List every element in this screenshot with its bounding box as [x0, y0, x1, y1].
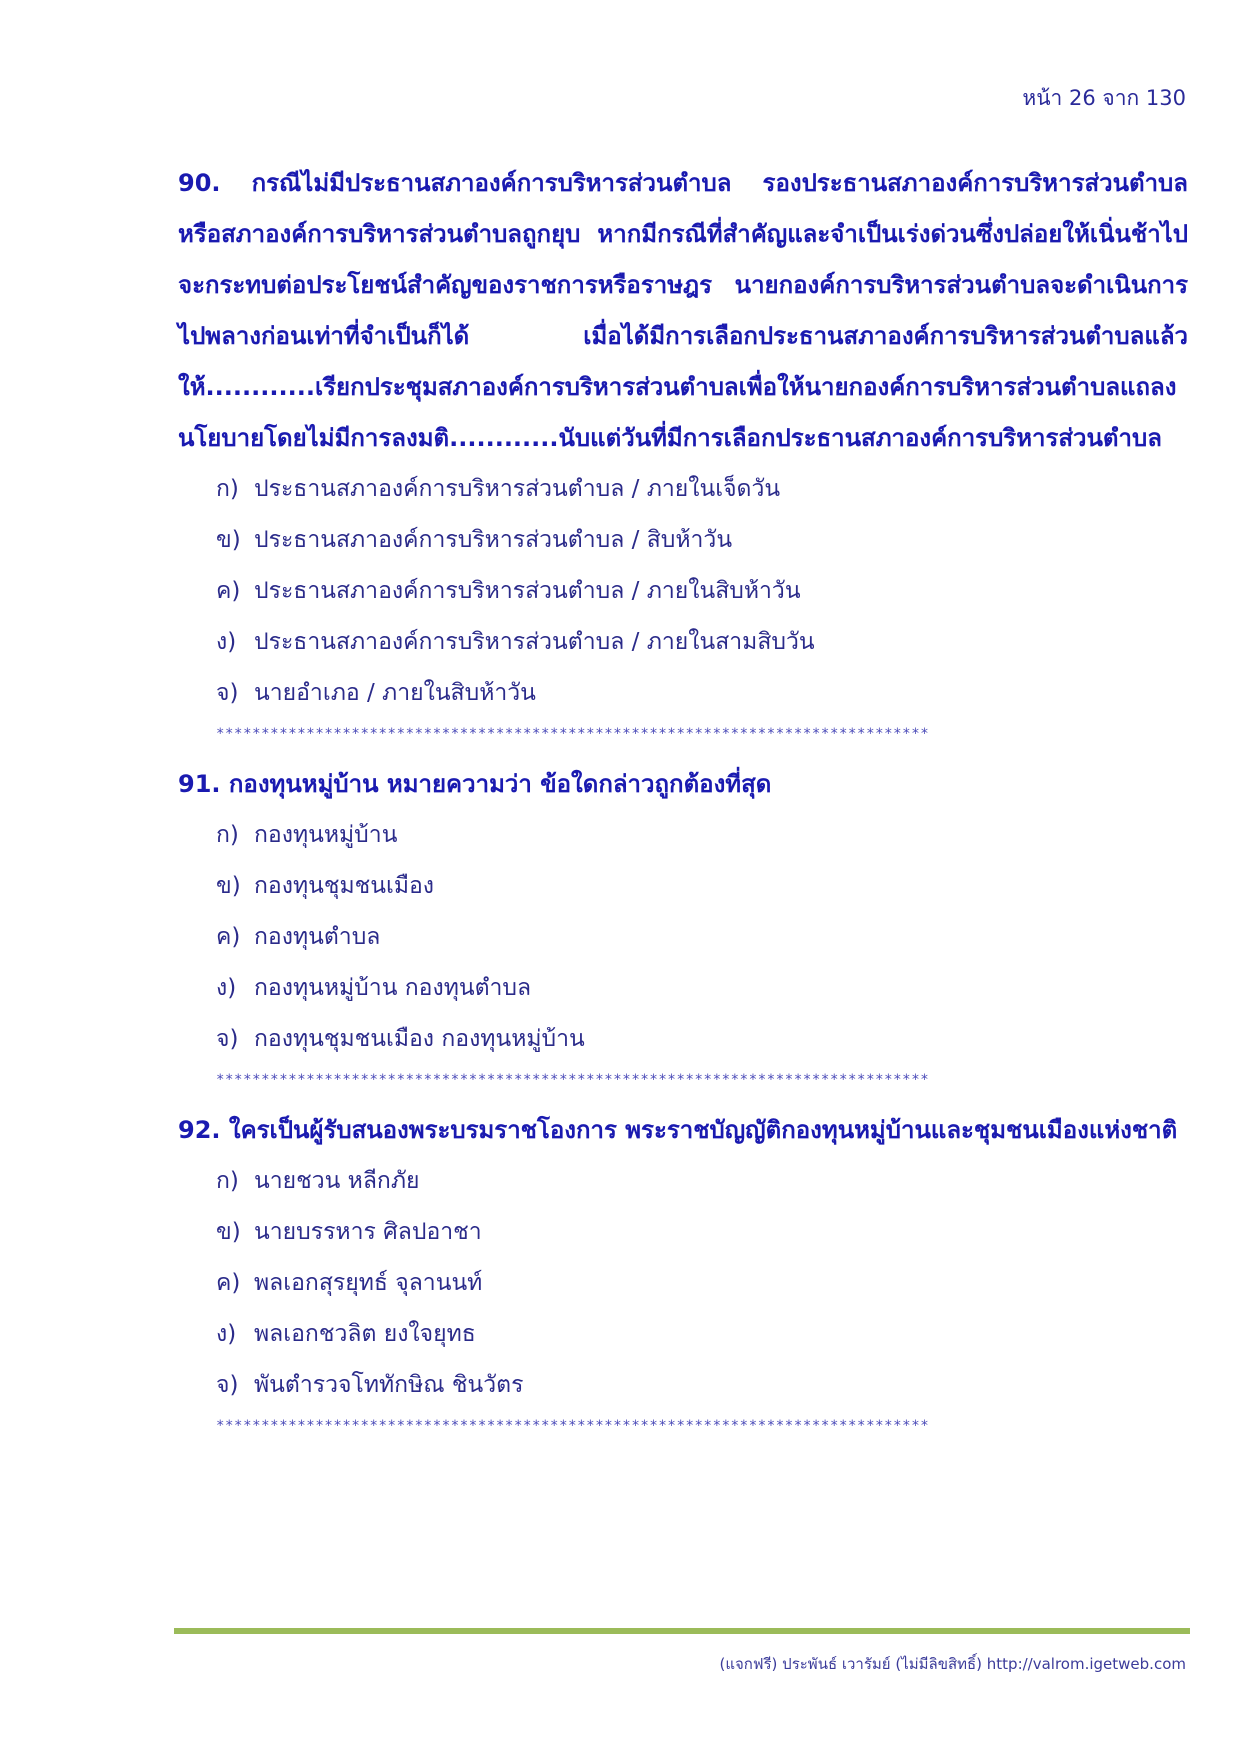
- choice-item: [216, 515, 1188, 566]
- choice-item: [216, 1309, 1188, 1360]
- choice-text: กองทุนชุมชนเมือง: [254, 873, 435, 899]
- document-content: [178, 158, 1188, 1451]
- choice-text: ประธานสภาองค์การบริหารส่วนตำบล / ภายในสามสิบวัน: [254, 629, 815, 655]
- choice-item: [216, 668, 1188, 719]
- choice-item: [216, 464, 1188, 515]
- page-number: หน้า 26 จาก 130: [1022, 86, 1186, 110]
- choice-letter: ก): [216, 822, 239, 848]
- choice-item: [216, 963, 1188, 1014]
- choice-item: [216, 1014, 1188, 1065]
- choice-letter: ข): [216, 873, 241, 899]
- choice-item: [216, 1156, 1188, 1207]
- choice-item: [216, 1207, 1188, 1258]
- choice-text: นายชวน หลีกภัย: [254, 1168, 420, 1194]
- choice-letter: ง): [216, 1321, 237, 1347]
- footer-credit: (แจกฟรี) ประพันธ์ เวารัมย์ (ไม่มีลิขสิทธิ์) http://valrom.igetweb.com: [719, 1655, 1186, 1673]
- choice-text: พลเอกชวลิต ยงใจยุทธ: [254, 1321, 476, 1347]
- asterisk-separator: *******************************************************************************: [216, 1418, 930, 1434]
- choice-list: [178, 1156, 1188, 1411]
- asterisk-separator: *******************************************************************************: [216, 726, 930, 742]
- choice-letter: จ): [216, 1026, 239, 1052]
- choice-letter: ง): [216, 629, 237, 655]
- choice-letter: จ): [216, 680, 239, 706]
- choice-text: นายบรรหาร ศิลปอาชา: [254, 1219, 482, 1245]
- choice-text: กองทุนตำบล: [254, 924, 381, 950]
- choice-text: กองทุนหมู่บ้าน กองทุนตำบล: [254, 975, 532, 1001]
- choice-letter: ก): [216, 476, 239, 502]
- choice-text: ประธานสภาองค์การบริหารส่วนตำบล / สิบห้าวัน: [254, 527, 733, 553]
- choice-text: กองทุนชุมชนเมือง กองทุนหมู่บ้าน: [254, 1026, 585, 1052]
- choice-item: [216, 861, 1188, 912]
- asterisk-separator: *******************************************************************************: [216, 1072, 930, 1088]
- choice-text: ประธานสภาองค์การบริหารส่วนตำบล / ภายในสิบห้าวัน: [254, 578, 801, 604]
- question-text: 90. กรณีไม่มีประธานสภาองค์การบริหารส่วนตำบล รองประธานสภาองค์การบริหารส่วนตำบล หรือสภาองค์การบริหารส่วนตำบลถูกยุบ หากมีกรณีที่สำคัญและจำเป็นเร่งด่วนซึ่งปล่อยให้เนิ่นช้าไปจะกระทบต่อประโยชน์สำคัญของราชการหรือราษฎร นายกองค์การบริหารส่วนตำบลจะดำเนินการไปพลางก่อนเท่าที่จำเป็นก็ได้ เมื่อได้มีการเลือกประธานสภาองค์การบริหารส่วนตำบลแล้ว ให้............เรียกประชุมสภาองค์การบริหารส่วนตำบลเพื่อให้นายกองค์การบริหารส่วนตำบลแถลงนโยบายโดยไม่มีการลงมติ............นับแต่วันที่มีการเลือกประธานสภาองค์การบริหารส่วนตำบล: [178, 169, 1188, 452]
- choice-letter: ข): [216, 1219, 241, 1245]
- choice-letter: ค): [216, 1270, 241, 1296]
- choice-list: [178, 464, 1188, 719]
- question-block-91: [178, 759, 1188, 1095]
- choice-letter: ค): [216, 924, 241, 950]
- choice-text: พลเอกสุรยุทธ์ จุลานนท์: [254, 1270, 483, 1296]
- question-text: 91. กองทุนหมู่บ้าน หมายความว่า ข้อใดกล่าวถูกต้องที่สุด: [178, 770, 772, 798]
- choice-letter: ก): [216, 1168, 239, 1194]
- choice-item: [216, 1360, 1188, 1411]
- choice-item: [216, 810, 1188, 861]
- choice-item: [216, 912, 1188, 963]
- question-block-90: [178, 158, 1188, 749]
- choice-text: กองทุนหมู่บ้าน: [254, 822, 398, 848]
- choice-item: [216, 566, 1188, 617]
- choice-item: [216, 1258, 1188, 1309]
- choice-list: [178, 810, 1188, 1065]
- question-block-92: [178, 1105, 1188, 1441]
- choice-text: ประธานสภาองค์การบริหารส่วนตำบล / ภายในเจ็ดวัน: [254, 476, 781, 502]
- choice-letter: ค): [216, 578, 241, 604]
- choice-letter: จ): [216, 1372, 239, 1398]
- choice-text: นายอำเภอ / ภายในสิบห้าวัน: [254, 680, 536, 706]
- choice-letter: ข): [216, 527, 241, 553]
- choice-item: [216, 617, 1188, 668]
- footer-divider: [174, 1628, 1190, 1634]
- question-text: 92. ใครเป็นผู้รับสนองพระบรมราชโองการ พระราชบัญญัติกองทุนหมู่บ้านและชุมชนเมืองแห่งชาติ: [178, 1116, 1178, 1144]
- choice-text: พันตำรวจโททักษิณ ชินวัตร: [254, 1372, 524, 1398]
- choice-letter: ง): [216, 975, 237, 1001]
